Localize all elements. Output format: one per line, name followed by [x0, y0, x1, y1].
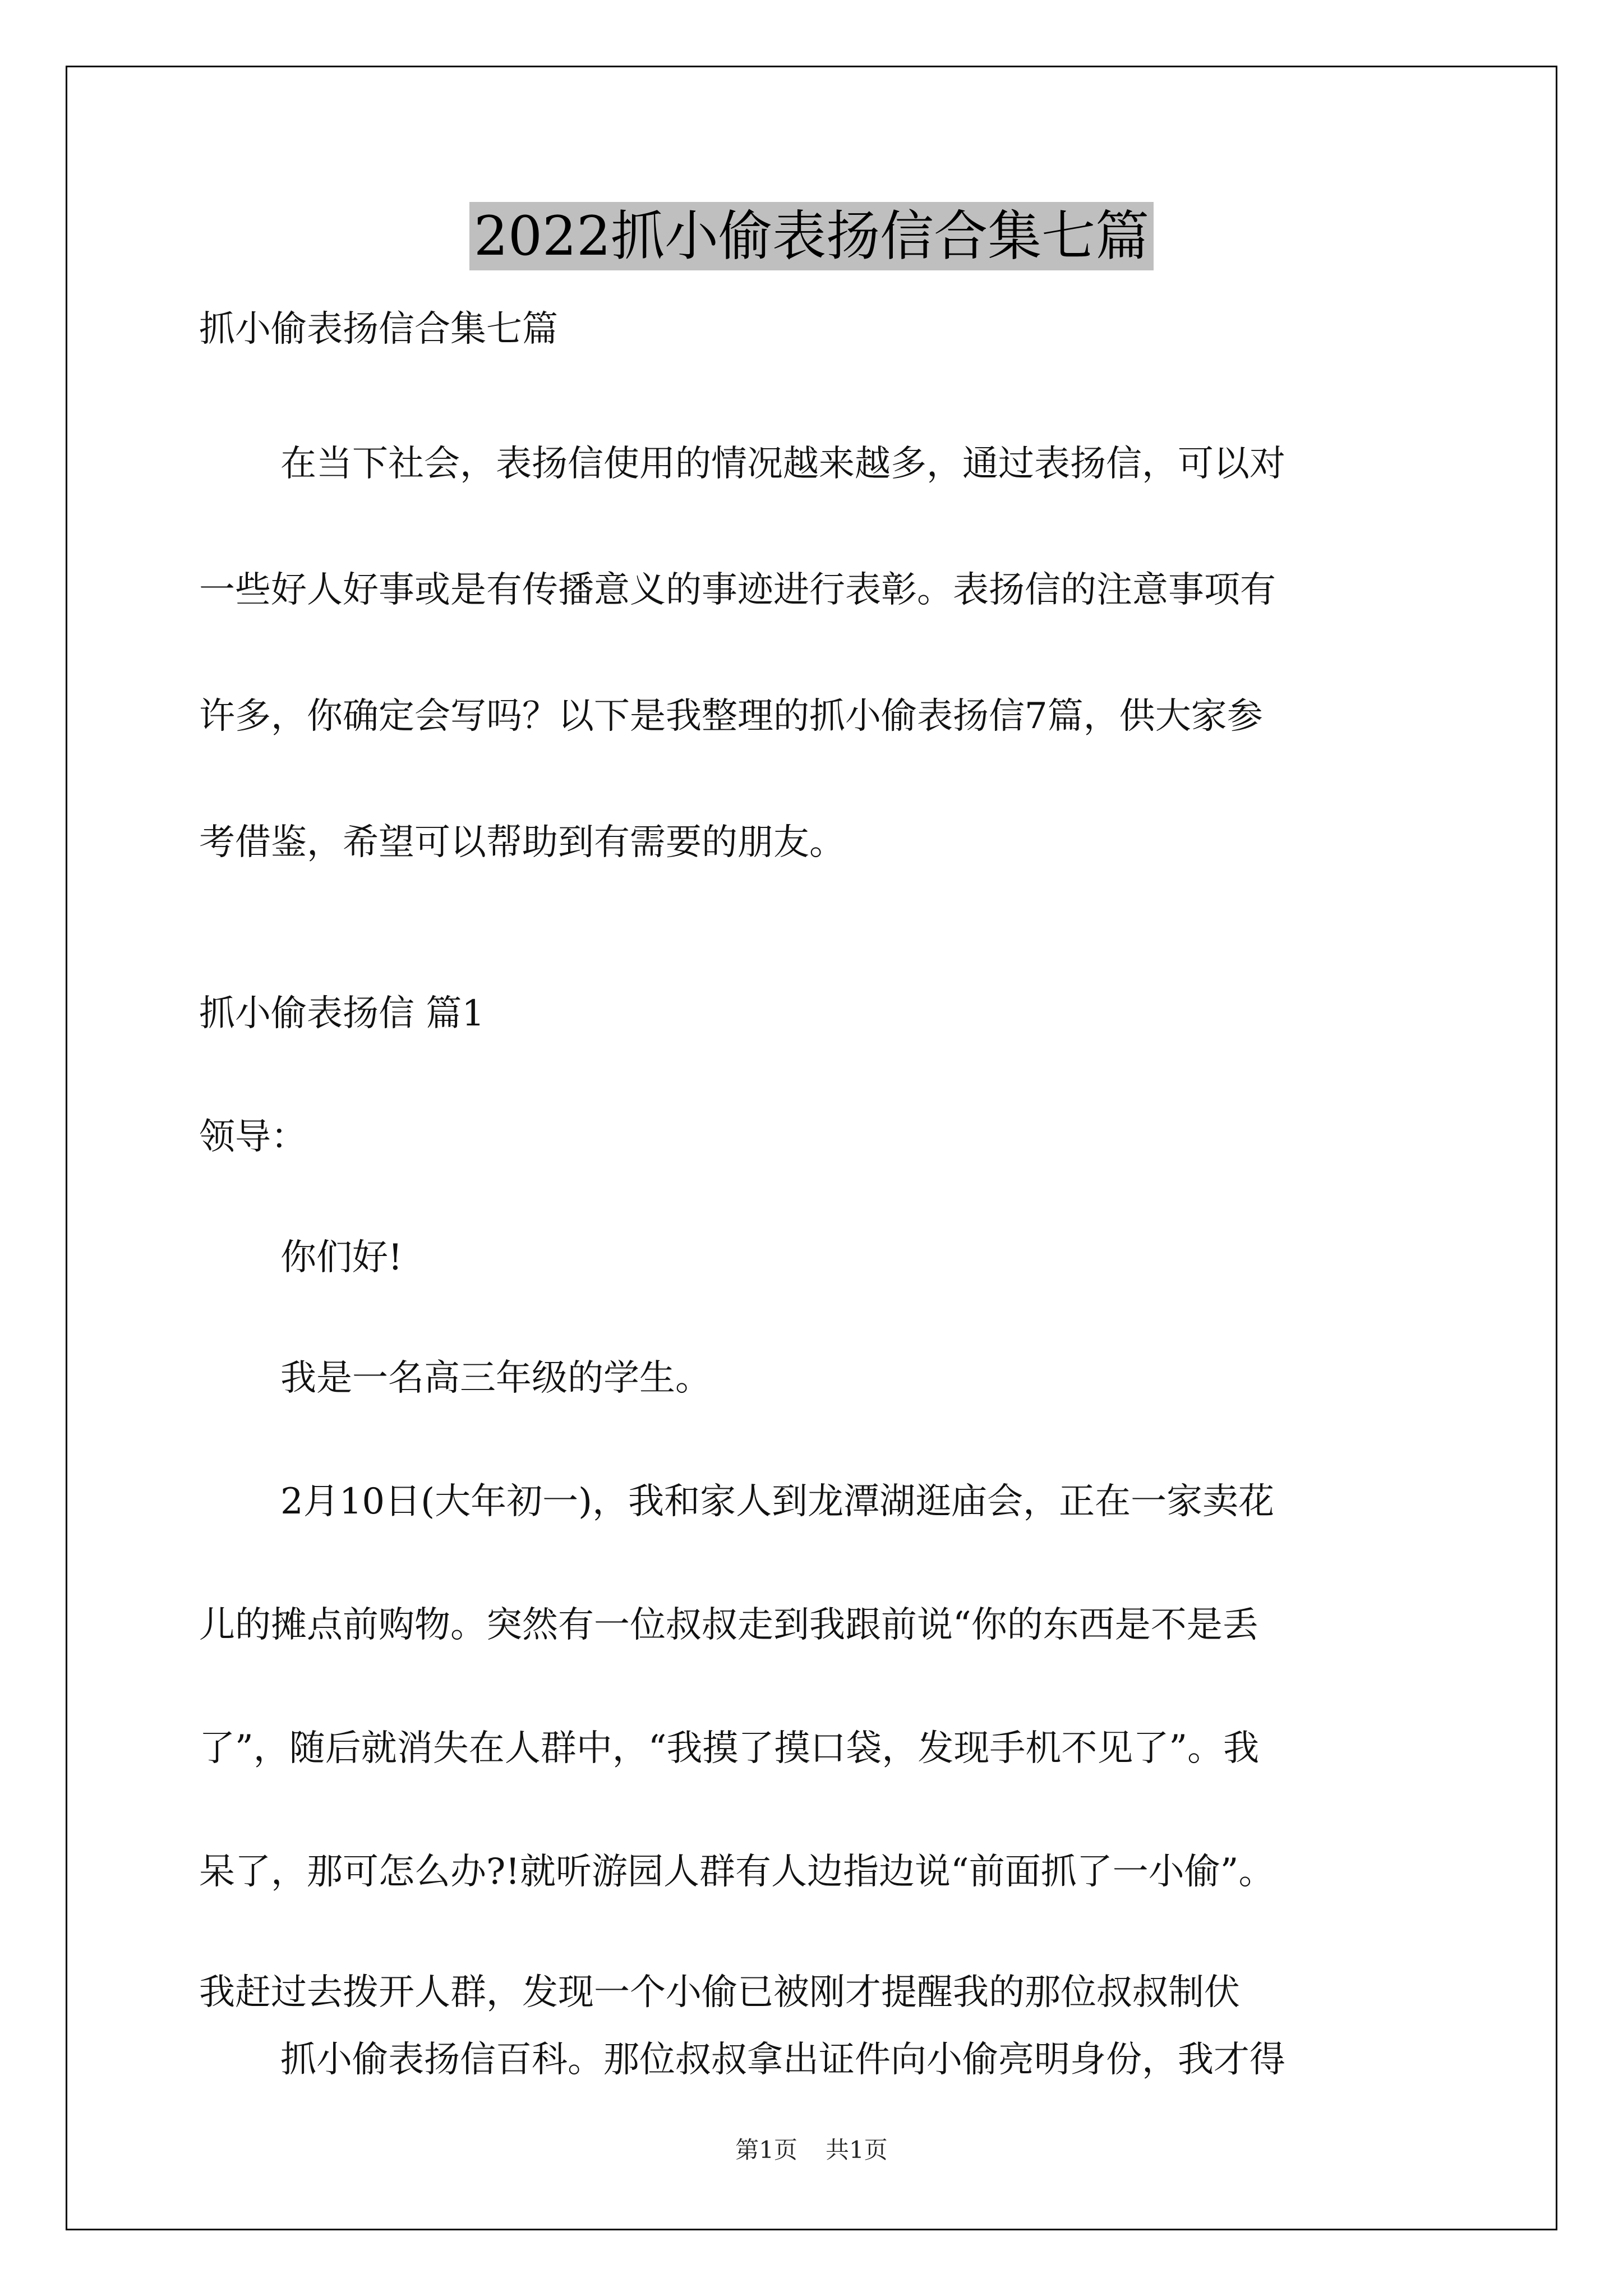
- doc-subtitle: 抓小偷表扬信合集七篇: [199, 309, 558, 350]
- page-footer: [0, 2132, 1623, 2165]
- paragraph-line: 呆了，那可怎么办?!就听游园人群有人边指边说“前面抓了一小偷”。: [199, 1851, 1275, 1893]
- paragraph-line: 抓小偷表扬信百科。那位叔叔拿出证件向小偷亮明身份，我才得: [280, 2039, 1285, 2081]
- title-container: [0, 202, 1623, 270]
- section-heading: 抓小偷表扬信 篇1: [199, 993, 485, 1034]
- paragraph-line: 我是一名高三年级的学生。: [280, 1358, 711, 1399]
- paragraph-line: 考借鉴，希望可以帮助到有需要的朋友。: [199, 822, 845, 863]
- paragraph-line: 许多，你确定会写吗？以下是我整理的抓小偷表扬信7篇，供大家参: [199, 696, 1263, 737]
- paragraph-line: 我赶过去拨开人群，发现一个小偷已被刚才提醒我的那位叔叔制伏: [199, 1972, 1240, 2013]
- paragraph-line: 儿的摊点前购物。突然有一位叔叔走到我跟前说“你的东西是不是丢: [199, 1604, 1258, 1646]
- page-number: 第1页: [735, 2136, 797, 2164]
- greeting: 你们好!: [280, 1237, 403, 1278]
- paragraph-line: 在当下社会，表扬信使用的情况越来越多，通过表扬信，可以对: [280, 443, 1285, 485]
- page-total: 共1页: [826, 2136, 888, 2164]
- document-title: 2022抓小偷表扬信合集七篇: [469, 202, 1154, 270]
- salutation: 领导：: [199, 1116, 307, 1158]
- paragraph-line: 一些好人好事或是有传播意义的事迹进行表彰。表扬信的注意事项有: [199, 569, 1276, 611]
- paragraph-line: 了”，随后就消失在人群中，“我摸了摸口袋，发现手机不见了”。我: [199, 1728, 1260, 1769]
- paragraph-line: 2月10日(大年初一)，我和家人到龙潭湖逛庙会，正在一家卖花: [280, 1481, 1275, 1522]
